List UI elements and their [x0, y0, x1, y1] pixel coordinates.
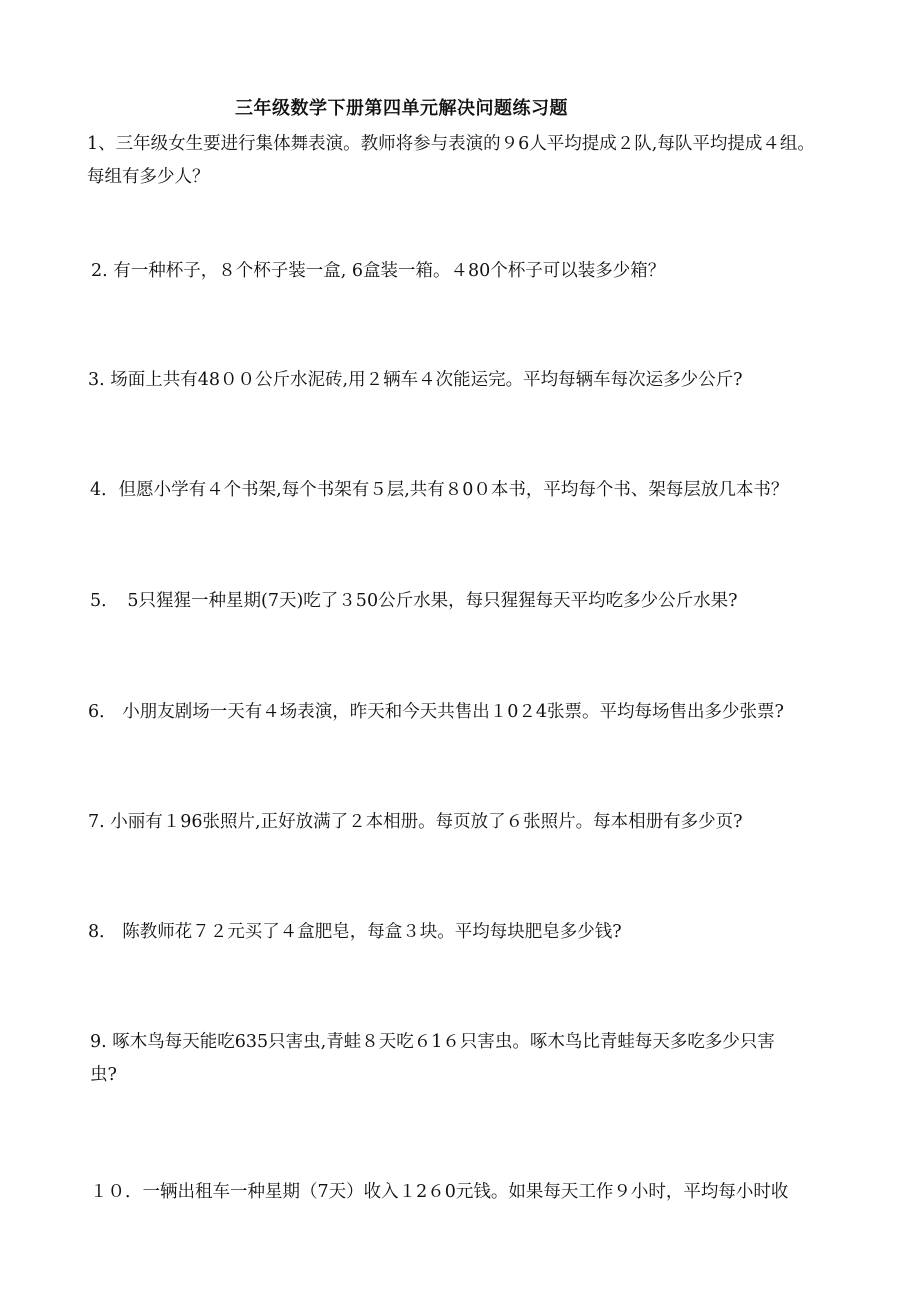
question-9	[90, 1026, 775, 1092]
question-line: 5． 5只猩猩一种星期(7天)吃了３50公斤水果，每只猩猩每天平均吃多少公斤水果?	[90, 591, 738, 611]
question-3	[88, 364, 742, 397]
question-line: 3. 场面上共有48００公斤水泥砖,用２辆车４次能运完。平均每辆车每次运多少公斤?	[88, 370, 743, 390]
question-line: 每组有多少人？	[87, 167, 210, 187]
question-7	[88, 806, 742, 839]
question-1	[87, 128, 815, 194]
question-line: 1、三年级女生要进行集体舞表演。教师将参与表演的９6人平均提成２队,每队平均提成４组。	[87, 134, 815, 154]
question-line: 虫?	[90, 1065, 117, 1085]
question-line: 6． 小朋友剧场一天有４场表演，昨天和今天共售出１0２4张票。平均每场售出多少张票?	[88, 702, 784, 722]
question-8	[88, 916, 622, 949]
document-title: 三年级数学下册第四单元解决问题练习题	[235, 98, 568, 119]
question-line: 2. 有一种杯子，８个杯子装一盒, 6盒装一箱。４80个杯子可以装多少箱？	[91, 261, 666, 281]
question-line: 8． 陈教师花７２元买了４盒肥皂，每盒３块。平均每块肥皂多少钱?	[88, 922, 622, 942]
question-4	[90, 474, 788, 507]
question-line: 4．但愿小学有４个书架,每个书架有５层,共有８0０本书，平均每个书、架每层放几本书？	[90, 480, 789, 500]
question-line: 7. 小丽有１96张照片,正好放满了２本相册。每页放了６张照片。每本相册有多少页?	[88, 812, 743, 832]
question-2	[91, 255, 665, 288]
question-line: １０．一辆出租车一种星期（7天）收入１2６0元钱。如果每天工作９小时，平均每小时收	[90, 1182, 789, 1202]
question-5	[90, 585, 737, 618]
question-line: 9. 啄木鸟每天能吃635只害虫,青蛙８天吃６1６只害虫。啄木鸟比青蛙每天多吃多少只害	[90, 1032, 775, 1052]
question-10	[90, 1176, 788, 1209]
question-6	[88, 696, 784, 729]
